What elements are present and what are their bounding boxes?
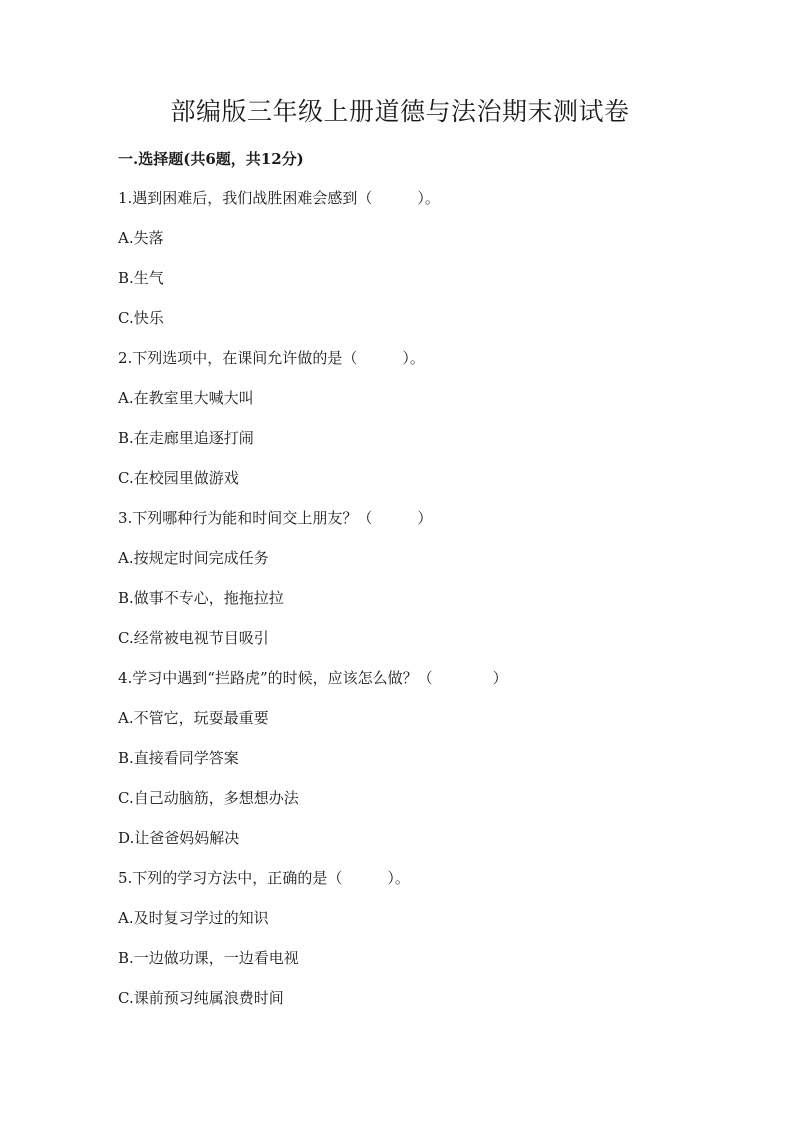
question-list [118,181,508,1021]
question-2-option-b: B.在走廊里追逐打闹 [118,429,254,447]
question-3-stem: 3.下列哪种行为能和时间交上朋友？（ ） [118,509,433,527]
question-1-option-b: B.生气 [118,269,164,287]
page-title: 部编版三年级上册道德与法治期末测试卷 [170,97,630,126]
question-1-option-c: C.快乐 [118,309,164,327]
question-1-option-a: A.失落 [118,229,164,247]
question-1-stem: 1.遇到困难后，我们战胜困难会感到（ ）。 [118,189,440,207]
question-4-option-a: A.不管它，玩耍最重要 [118,709,269,727]
question-2-stem: 2.下列选项中，在课间允许做的是（ ）。 [118,349,425,367]
question-4-option-b: B.直接看同学答案 [118,749,239,767]
question-2-option-a: A.在教室里大喊大叫 [118,389,254,407]
question-3-option-b: B.做事不专心，拖拖拉拉 [118,589,284,607]
question-3-option-a: A.按规定时间完成任务 [118,549,269,567]
question-5-option-b: B.一边做功课，一边看电视 [118,949,299,967]
question-4-option-c: C.自己动脑筋，多想想办法 [118,789,299,807]
question-4-option-d: D.让爸爸妈妈解决 [118,829,240,847]
section-header: 一.选择题(共6题，共12分) [118,150,304,168]
question-4-stem: 4.学习中遇到“拦路虎”的时候，应该怎么做？（ ） [118,669,508,687]
question-2-option-c: C.在校园里做游戏 [118,469,239,487]
question-5-option-c: C.课前预习纯属浪费时间 [118,989,284,1007]
question-5-stem: 5.下列的学习方法中，正确的是（ ）。 [118,869,410,887]
question-5-option-a: A.及时复习学过的知识 [118,909,269,927]
question-3-option-c: C.经常被电视节目吸引 [118,629,269,647]
